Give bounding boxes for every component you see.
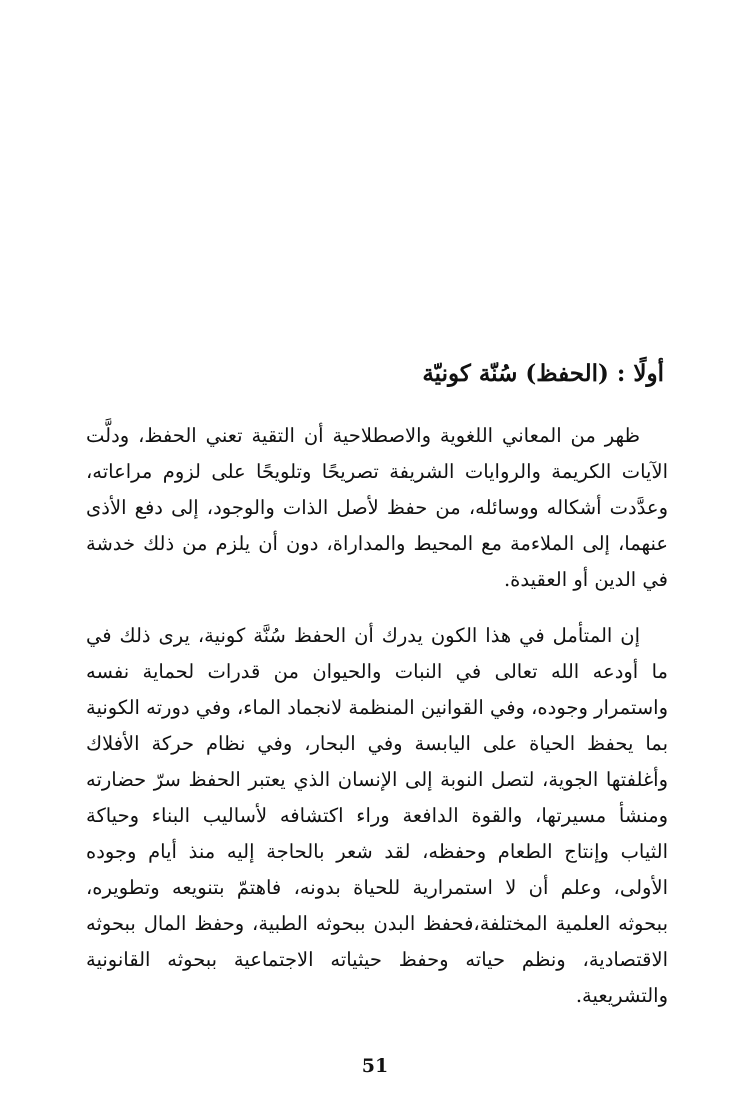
body-text xyxy=(86,418,668,1014)
paragraph-2: إن المتأمل في هذا الكون يدرك أن الحفظ سُنَّة كونية، يرى ذلك في ما أودعه الله تعالى في النبات والحيوان من قدرات لحماية نفسه واستمرار وجوده، وفي القوانين المنظمة لانجماد الماء، وفي دورته الكونية بما يحفظ الحياة على اليابسة وفي البحار، وفي نظام حركة الأفلاك وأغلفتها الجوية، لتصل النوبة إلى الإنسان الذي يعتبر الحفظ سرّ حضارته ومنشأ مسيرتها، والقوة الدافعة وراء اكتشافه لأساليب البناء وحياكة الثياب وإنتاج الطعام وحفظه، لقد شعر بالحاجة إليه منذ أيام وجوده الأولى، وعلم أن لا استمرارية للحياة بدونه، فاهتمّ بتنويعه وتطويره، ببحوثه العلمية المختلفة،فحفظ البدن ببحوثه الطبية، وحفظ المال ببحوثه الاقتصادية، ونظم حياته وحفظ حيثياته الاجتماعية ببحوثه القانونية والتشريعية. xyxy=(86,624,668,1007)
page-number: 51 xyxy=(361,1055,389,1077)
section-heading: أولًا : (الحفظ) سُنّة كونيّة xyxy=(422,360,664,387)
paragraph-1: ظهر من المعاني اللغوية والاصطلاحية أن التقية تعني الحفظ، ودلَّت الآيات الكريمة والروايات الشريفة تصريحًا وتلويحًا على لزوم مراعاته، وعدَّدت أشكاله ووسائله، من حفظ لأصل الذات والوجود، إلى دفع الأذى عنهما، إلى الملاءمة مع المحيط والمداراة، دون أن يلزم من ذلك خدشة في الدين أو العقيدة. xyxy=(86,424,668,591)
